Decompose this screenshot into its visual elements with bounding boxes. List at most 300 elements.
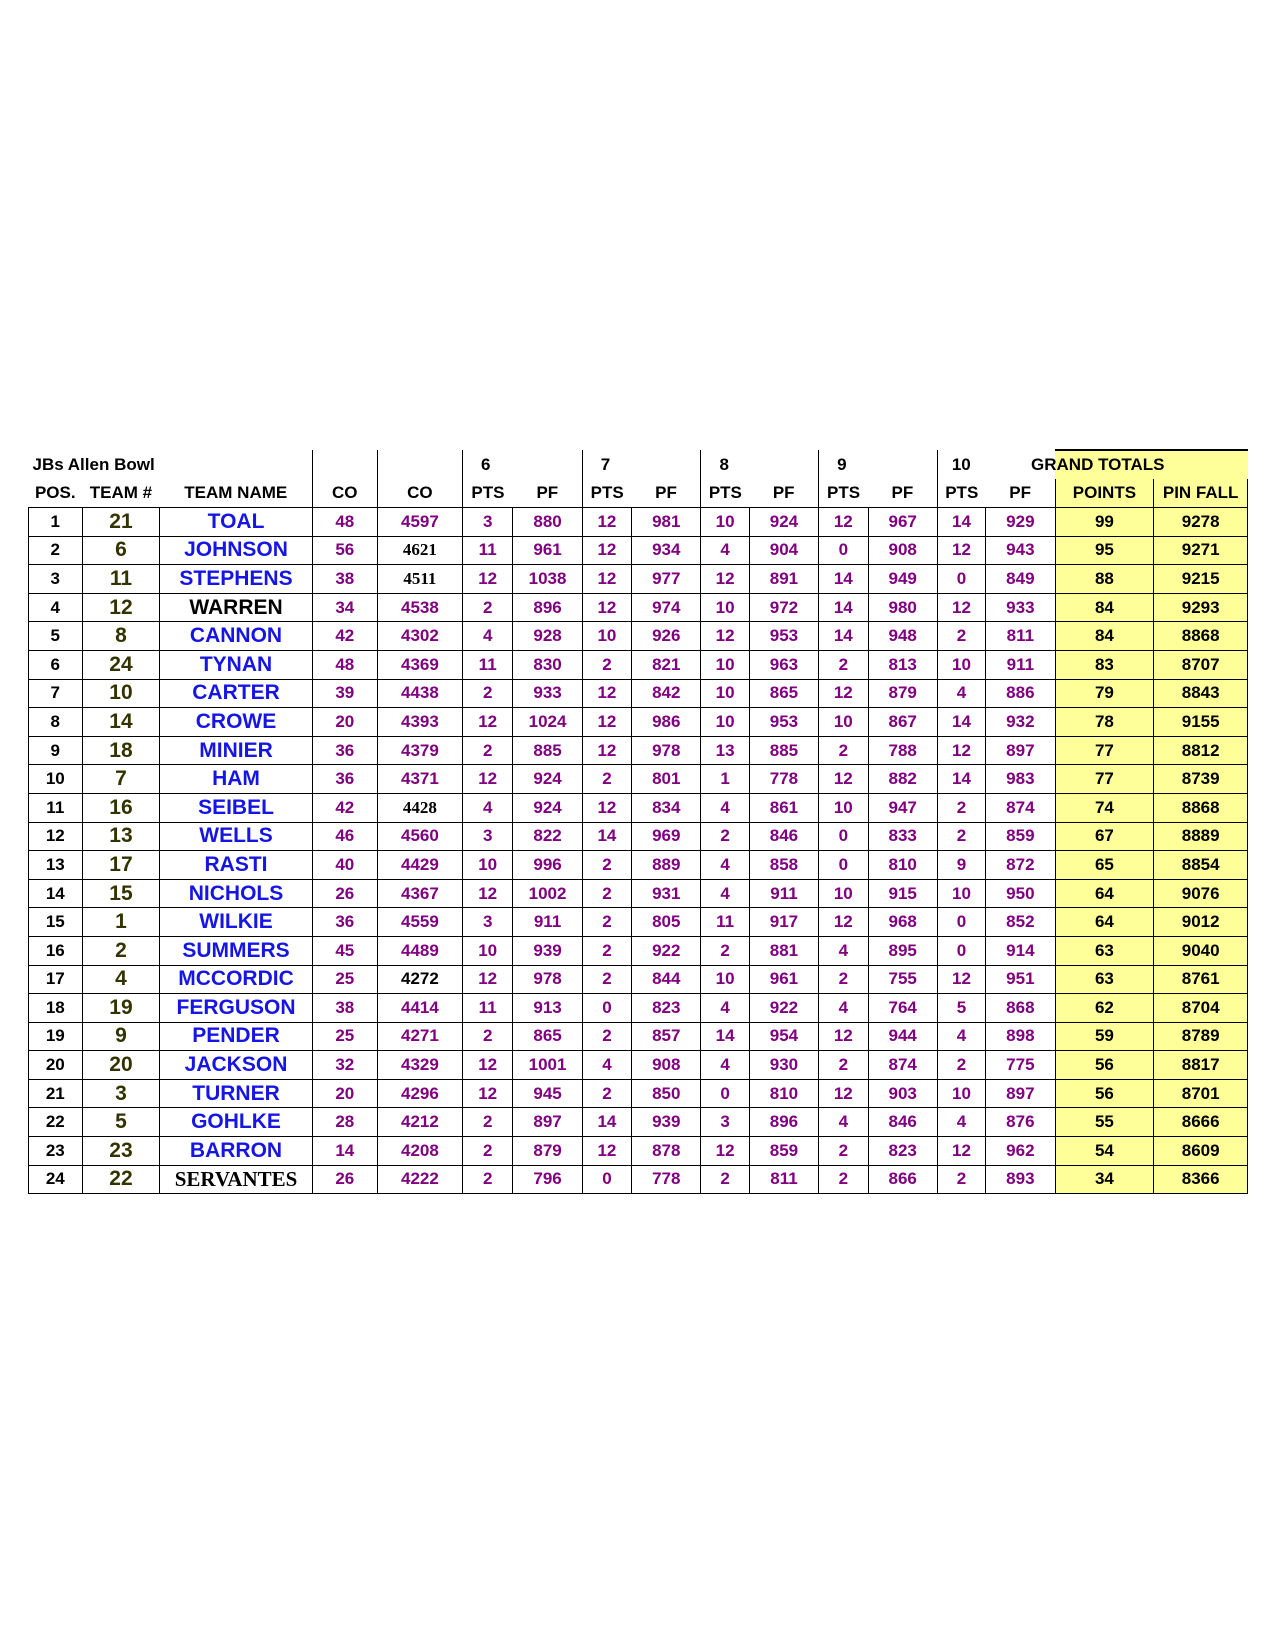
grand-total-pinfall-cell: 8366 [1154, 1165, 1248, 1194]
standings-rows [29, 508, 1248, 1194]
team-number-cell: 18 [82, 736, 160, 765]
co-cell: 48 [312, 508, 377, 537]
week-pf-cell: 880 [513, 508, 582, 537]
grand-total-points-cell: 77 [1055, 765, 1154, 794]
team-name-cell: SUMMERS [160, 936, 312, 965]
week-pf-cell: 778 [632, 1165, 701, 1194]
header-pts: PTS [701, 479, 749, 508]
week-pf-cell: 846 [868, 1108, 937, 1137]
week-pf-cell: 1024 [513, 708, 582, 737]
week-pts-cell: 2 [701, 822, 749, 851]
week-pts-cell: 10 [701, 965, 749, 994]
team-name-cell: NICHOLS [160, 879, 312, 908]
table-row [29, 708, 1248, 737]
grand-total-points-cell: 88 [1055, 565, 1154, 594]
week-pf-cell: 932 [986, 708, 1055, 737]
week-pts-cell: 11 [462, 650, 512, 679]
week-pf-cell: 897 [513, 1108, 582, 1137]
co-cell: 38 [312, 565, 377, 594]
week-pts-cell: 12 [937, 593, 985, 622]
week-pts-cell: 12 [462, 1051, 512, 1080]
week-pts-cell: 14 [937, 765, 985, 794]
grand-total-pinfall-cell: 9271 [1154, 536, 1248, 565]
week-pf-cell: 878 [632, 1137, 701, 1166]
week-pts-cell: 12 [819, 679, 868, 708]
week-pts-cell: 2 [937, 1165, 985, 1194]
co-cell: 42 [312, 622, 377, 651]
table-row [29, 1051, 1248, 1080]
week-pts-cell: 3 [701, 1108, 749, 1137]
standings-sheet [28, 449, 1248, 1194]
team-number-cell: 2 [82, 936, 160, 965]
grand-total-pinfall-cell: 8854 [1154, 851, 1248, 880]
week-pts-cell: 2 [582, 765, 631, 794]
week-pts-cell: 12 [701, 622, 749, 651]
table-row [29, 908, 1248, 937]
co-cell: 36 [312, 736, 377, 765]
week-6-label: 6 [462, 450, 582, 479]
co-cell: 26 [312, 879, 377, 908]
week-pf-cell: 934 [632, 536, 701, 565]
header-pf: PF [632, 479, 701, 508]
co-total-cell: 4414 [377, 994, 462, 1023]
co-cell: 36 [312, 908, 377, 937]
header-pts: PTS [937, 479, 985, 508]
table-row [29, 765, 1248, 794]
week-pts-cell: 2 [582, 1022, 631, 1051]
grand-total-pinfall-cell: 8789 [1154, 1022, 1248, 1051]
grand-total-pinfall-cell: 9155 [1154, 708, 1248, 737]
position-cell: 6 [29, 650, 83, 679]
week-pf-cell: 796 [513, 1165, 582, 1194]
co-cell: 46 [312, 822, 377, 851]
week-pts-cell: 10 [937, 1079, 985, 1108]
week-pts-cell: 12 [462, 1079, 512, 1108]
week-pf-cell: 833 [868, 822, 937, 851]
week-pts-cell: 3 [462, 822, 512, 851]
week-pf-cell: 924 [513, 765, 582, 794]
week-pts-cell: 2 [582, 908, 631, 937]
week-pf-cell: 986 [632, 708, 701, 737]
week-pts-cell: 4 [819, 936, 868, 965]
week-pf-cell: 972 [749, 593, 818, 622]
co-total-cell: 4367 [377, 879, 462, 908]
week-pts-cell: 4 [937, 679, 985, 708]
grand-totals-label [1031, 450, 1247, 479]
week-pts-cell: 0 [582, 994, 631, 1023]
team-number-cell: 15 [82, 879, 160, 908]
week-pf-cell: 849 [986, 565, 1055, 594]
team-number-cell: 23 [82, 1137, 160, 1166]
week-pts-cell: 10 [701, 679, 749, 708]
week-pts-cell: 2 [582, 650, 631, 679]
position-cell: 4 [29, 593, 83, 622]
week-pts-cell: 12 [819, 1022, 868, 1051]
header-co: CO [377, 479, 462, 508]
week-pts-cell: 12 [462, 879, 512, 908]
week-8-label: 8 [701, 450, 819, 479]
week-pf-cell: 967 [868, 508, 937, 537]
week-pf-cell: 933 [986, 593, 1055, 622]
week-pts-cell: 10 [819, 708, 868, 737]
co-total-cell: 4438 [377, 679, 462, 708]
week-pf-cell: 810 [868, 851, 937, 880]
week-pts-cell: 2 [819, 650, 868, 679]
week-pf-cell: 834 [632, 793, 701, 822]
week-pts-cell: 1 [701, 765, 749, 794]
team-name-cell: WELLS [160, 822, 312, 851]
week-pts-cell: 0 [937, 908, 985, 937]
week-pts-cell: 14 [819, 565, 868, 594]
grand-totals-text: GRAND TOTALS [1031, 455, 1165, 474]
grand-total-points-cell: 99 [1055, 508, 1154, 537]
co-total-cell: 4559 [377, 908, 462, 937]
position-cell: 2 [29, 536, 83, 565]
week-pf-cell: 930 [749, 1051, 818, 1080]
week-pf-cell: 891 [749, 565, 818, 594]
team-number-cell: 9 [82, 1022, 160, 1051]
week-pts-cell: 4 [701, 1051, 749, 1080]
week-pts-cell: 12 [937, 536, 985, 565]
week-pts-cell: 4 [701, 536, 749, 565]
week-pf-cell: 858 [749, 851, 818, 880]
grand-total-pinfall-cell: 8817 [1154, 1051, 1248, 1080]
header-pos: POS. [29, 479, 83, 508]
team-number-cell: 5 [82, 1108, 160, 1137]
co-total-cell: 4212 [377, 1108, 462, 1137]
grand-total-points-cell: 62 [1055, 994, 1154, 1023]
week-pf-cell: 931 [632, 879, 701, 908]
grand-total-points-cell: 64 [1055, 879, 1154, 908]
week-pts-cell: 12 [582, 508, 631, 537]
co-total-cell: 4393 [377, 708, 462, 737]
week-10-label: 10 [937, 450, 1055, 479]
week-pts-cell: 14 [701, 1022, 749, 1051]
week-pf-cell: 981 [632, 508, 701, 537]
table-row [29, 851, 1248, 880]
team-number-cell: 16 [82, 793, 160, 822]
week-pts-cell: 12 [819, 908, 868, 937]
grand-total-pinfall-cell: 9278 [1154, 508, 1248, 537]
team-name-cell: HAM [160, 765, 312, 794]
week-pf-cell: 929 [986, 508, 1055, 537]
grand-total-points-cell: 63 [1055, 965, 1154, 994]
week-pts-cell: 14 [819, 622, 868, 651]
week-pf-cell: 775 [986, 1051, 1055, 1080]
week-pts-cell: 2 [462, 1165, 512, 1194]
week-pf-cell: 811 [986, 622, 1055, 651]
grand-total-points-cell: 54 [1055, 1137, 1154, 1166]
week-pts-cell: 2 [582, 879, 631, 908]
week-pts-cell: 10 [582, 622, 631, 651]
co-total-cell: 4428 [377, 793, 462, 822]
position-cell: 5 [29, 622, 83, 651]
week-pf-cell: 1002 [513, 879, 582, 908]
week-pts-cell: 2 [462, 679, 512, 708]
co-total-cell: 4621 [377, 536, 462, 565]
week-pf-cell: 846 [749, 822, 818, 851]
week-pf-cell: 903 [868, 1079, 937, 1108]
week-pts-cell: 14 [582, 822, 631, 851]
table-row [29, 1108, 1248, 1137]
week-pf-cell: 924 [749, 508, 818, 537]
week-pts-cell: 12 [701, 1137, 749, 1166]
week-pf-cell: 969 [632, 822, 701, 851]
week-pf-cell: 850 [632, 1079, 701, 1108]
grand-total-points-cell: 59 [1055, 1022, 1154, 1051]
week-pts-cell: 4 [701, 994, 749, 1023]
grand-total-points-cell: 78 [1055, 708, 1154, 737]
week-pts-cell: 10 [701, 593, 749, 622]
header-pf: PF [868, 479, 937, 508]
grand-total-points-cell: 67 [1055, 822, 1154, 851]
week-pf-cell: 874 [986, 793, 1055, 822]
week-pts-cell: 4 [937, 1108, 985, 1137]
week-pf-cell: 889 [632, 851, 701, 880]
week-pf-cell: 1001 [513, 1051, 582, 1080]
position-cell: 13 [29, 851, 83, 880]
week-pf-cell: 830 [513, 650, 582, 679]
table-row [29, 994, 1248, 1023]
week-pts-cell: 12 [937, 965, 985, 994]
week-pts-cell: 2 [819, 1137, 868, 1166]
grand-total-points-cell: 63 [1055, 936, 1154, 965]
co-total-cell: 4429 [377, 851, 462, 880]
header-pf: PF [986, 479, 1055, 508]
week-pf-cell: 895 [868, 936, 937, 965]
co-cell: 20 [312, 1079, 377, 1108]
week-pts-cell: 12 [582, 565, 631, 594]
table-row [29, 1137, 1248, 1166]
week-pts-cell: 12 [582, 536, 631, 565]
table-row [29, 536, 1248, 565]
team-number-cell: 7 [82, 765, 160, 794]
week-pts-cell: 2 [701, 936, 749, 965]
team-number-cell: 14 [82, 708, 160, 737]
position-cell: 20 [29, 1051, 83, 1080]
co-cell: 25 [312, 965, 377, 994]
table-row [29, 508, 1248, 537]
position-cell: 19 [29, 1022, 83, 1051]
team-name-cell: CARTER [160, 679, 312, 708]
co-cell: 38 [312, 994, 377, 1023]
week-pf-cell: 950 [986, 879, 1055, 908]
week-pf-cell: 879 [513, 1137, 582, 1166]
week-pf-cell: 951 [986, 965, 1055, 994]
table-row [29, 650, 1248, 679]
week-pts-cell: 0 [937, 565, 985, 594]
week-pts-cell: 2 [819, 1051, 868, 1080]
week-pts-cell: 12 [937, 1137, 985, 1166]
team-name-cell: SERVANTES [160, 1165, 312, 1194]
week-pf-cell: 896 [513, 593, 582, 622]
week-pts-cell: 5 [937, 994, 985, 1023]
team-number-cell: 22 [82, 1165, 160, 1194]
week-pf-cell: 922 [749, 994, 818, 1023]
week-pts-cell: 2 [462, 1108, 512, 1137]
co-cell: 32 [312, 1051, 377, 1080]
title-row [29, 450, 1248, 479]
week-pf-cell: 948 [868, 622, 937, 651]
team-number-cell: 8 [82, 622, 160, 651]
week-pf-cell: 963 [749, 650, 818, 679]
co-cell: 34 [312, 593, 377, 622]
position-cell: 7 [29, 679, 83, 708]
team-name-cell: CROWE [160, 708, 312, 737]
week-pf-cell: 954 [749, 1022, 818, 1051]
week-pf-cell: 821 [632, 650, 701, 679]
week-pf-cell: 755 [868, 965, 937, 994]
co-cell: 14 [312, 1137, 377, 1166]
week-pf-cell: 944 [868, 1022, 937, 1051]
co-total-cell: 4379 [377, 736, 462, 765]
week-pf-cell: 885 [749, 736, 818, 765]
co-cell: 45 [312, 936, 377, 965]
grand-total-pinfall-cell: 8701 [1154, 1079, 1248, 1108]
week-pf-cell: 953 [749, 708, 818, 737]
grand-total-pinfall-cell: 9076 [1154, 879, 1248, 908]
week-pf-cell: 904 [749, 536, 818, 565]
week-pf-cell: 867 [868, 708, 937, 737]
team-name-cell: TURNER [160, 1079, 312, 1108]
week-pf-cell: 996 [513, 851, 582, 880]
team-name-cell: MINIER [160, 736, 312, 765]
header-row [29, 479, 1248, 508]
week-pts-cell: 11 [462, 536, 512, 565]
week-pf-cell: 852 [986, 908, 1055, 937]
week-pf-cell: 961 [749, 965, 818, 994]
week-pf-cell: 778 [749, 765, 818, 794]
week-pf-cell: 911 [749, 879, 818, 908]
week-pf-cell: 844 [632, 965, 701, 994]
co-spacer [377, 450, 462, 479]
position-cell: 15 [29, 908, 83, 937]
week-pts-cell: 0 [819, 536, 868, 565]
week-pts-cell: 10 [701, 650, 749, 679]
week-pts-cell: 14 [937, 508, 985, 537]
week-pf-cell: 868 [986, 994, 1055, 1023]
week-pf-cell: 886 [986, 679, 1055, 708]
week-pts-cell: 4 [819, 1108, 868, 1137]
week-pts-cell: 9 [937, 851, 985, 880]
grand-total-points-cell: 77 [1055, 736, 1154, 765]
week-pf-cell: 823 [632, 994, 701, 1023]
week-pf-cell: 978 [513, 965, 582, 994]
week-pf-cell: 913 [513, 994, 582, 1023]
week-pts-cell: 0 [582, 1165, 631, 1194]
position-cell: 11 [29, 793, 83, 822]
week-pf-cell: 879 [868, 679, 937, 708]
week-pf-cell: 915 [868, 879, 937, 908]
week-pf-cell: 865 [749, 679, 818, 708]
week-pf-cell: 953 [749, 622, 818, 651]
week-pts-cell: 2 [462, 736, 512, 765]
team-number-cell: 12 [82, 593, 160, 622]
grand-total-pinfall-cell: 9040 [1154, 936, 1248, 965]
table-row [29, 622, 1248, 651]
week-pts-cell: 2 [462, 1137, 512, 1166]
team-name-cell: RASTI [160, 851, 312, 880]
week-pts-cell: 10 [819, 879, 868, 908]
week-pf-cell: 983 [986, 765, 1055, 794]
team-name-cell: TYNAN [160, 650, 312, 679]
week-pf-cell: 788 [868, 736, 937, 765]
team-name-cell: MCCORDIC [160, 965, 312, 994]
standings-table [28, 449, 1248, 1194]
week-pf-cell: 911 [986, 650, 1055, 679]
week-pts-cell: 2 [582, 965, 631, 994]
week-pts-cell: 12 [582, 793, 631, 822]
week-pf-cell: 928 [513, 622, 582, 651]
table-row [29, 879, 1248, 908]
position-cell: 17 [29, 965, 83, 994]
week-pf-cell: 922 [632, 936, 701, 965]
week-pts-cell: 0 [819, 822, 868, 851]
header-team-number: TEAM # [82, 479, 160, 508]
week-pts-cell: 12 [582, 1137, 631, 1166]
week-pts-cell: 12 [819, 1079, 868, 1108]
team-number-cell: 3 [82, 1079, 160, 1108]
header-pts: PTS [462, 479, 512, 508]
co-total-cell: 4296 [377, 1079, 462, 1108]
week-pf-cell: 865 [513, 1022, 582, 1051]
week-pf-cell: 811 [749, 1165, 818, 1194]
week-pts-cell: 3 [462, 908, 512, 937]
co-total-cell: 4597 [377, 508, 462, 537]
week-pts-cell: 14 [819, 593, 868, 622]
co-total-cell: 4302 [377, 622, 462, 651]
week-9-label: 9 [819, 450, 938, 479]
co-cell: 39 [312, 679, 377, 708]
week-pf-cell: 857 [632, 1022, 701, 1051]
week-pf-cell: 874 [868, 1051, 937, 1080]
team-number-cell: 1 [82, 908, 160, 937]
week-pts-cell: 12 [582, 679, 631, 708]
team-name-cell: SEIBEL [160, 793, 312, 822]
header-pf: PF [513, 479, 582, 508]
grand-total-pinfall-cell: 9215 [1154, 565, 1248, 594]
week-pf-cell: 872 [986, 851, 1055, 880]
week-pf-cell: 885 [513, 736, 582, 765]
week-pf-cell: 943 [986, 536, 1055, 565]
week-pf-cell: 881 [749, 936, 818, 965]
team-name-cell: JOHNSON [160, 536, 312, 565]
table-row [29, 1022, 1248, 1051]
week-pts-cell: 12 [582, 708, 631, 737]
week-pf-cell: 962 [986, 1137, 1055, 1166]
week-pts-cell: 4 [462, 622, 512, 651]
week-pts-cell: 4 [582, 1051, 631, 1080]
co-total-cell: 4271 [377, 1022, 462, 1051]
position-cell: 1 [29, 508, 83, 537]
week-pf-cell: 968 [868, 908, 937, 937]
team-name-cell: JACKSON [160, 1051, 312, 1080]
week-pf-cell: 924 [513, 793, 582, 822]
grand-total-pinfall-cell: 8704 [1154, 994, 1248, 1023]
week-pf-cell: 882 [868, 765, 937, 794]
co-total-cell: 4272 [377, 965, 462, 994]
co-cell: 28 [312, 1108, 377, 1137]
table-row [29, 593, 1248, 622]
table-row [29, 965, 1248, 994]
team-name-cell: FERGUSON [160, 994, 312, 1023]
grand-total-points-cell: 84 [1055, 622, 1154, 651]
team-name-cell: STEPHENS [160, 565, 312, 594]
week-pf-cell: 876 [986, 1108, 1055, 1137]
grand-total-points-cell: 95 [1055, 536, 1154, 565]
team-number-cell: 4 [82, 965, 160, 994]
week-pf-cell: 897 [986, 736, 1055, 765]
